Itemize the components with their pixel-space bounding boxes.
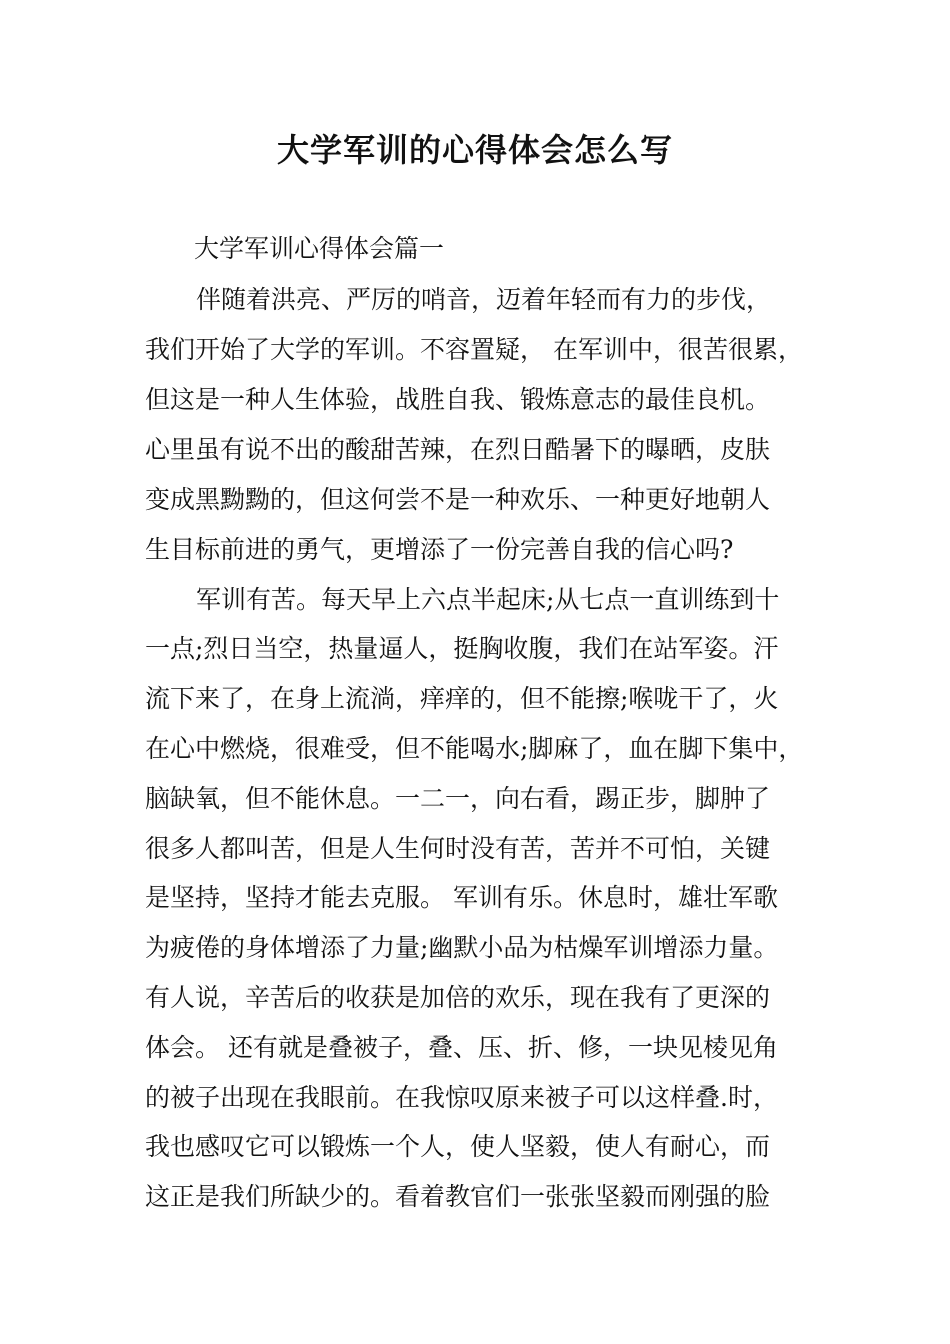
section-heading: 大学军训心得体会篇一	[194, 234, 445, 263]
paragraph-line: 为疲倦的身体增添了力量;幽默小品为枯燥军训增添力量。	[145, 933, 779, 962]
paragraph-line: 我们开始了大学的军训。不容置疑， 在军训中，很苦很累，	[145, 335, 803, 364]
paragraph-line: 的被子出现在我眼前。在我惊叹原来被子可以这样叠.时，	[145, 1083, 778, 1112]
paragraph-line: 心里虽有说不出的酸甜苦辣，在烈日酷暑下的曝晒，皮肤	[145, 435, 771, 464]
paragraph-line: 有人说，辛苦后的收获是加倍的欢乐，现在我有了更深的	[145, 983, 771, 1012]
paragraph-line: 我也感叹它可以锻炼一个人，使人坚毅，使人有耐心，而	[145, 1132, 771, 1161]
page-title: 大学军训的心得体会怎么写	[276, 131, 673, 169]
paragraph-line: 是坚持，坚持才能去克服。 军训有乐。休息时，雄壮军歌	[145, 883, 778, 912]
paragraph-line: 军训有苦。每天早上六点半起床;从七点一直训练到十	[196, 585, 780, 614]
paragraph-line: 脑缺氧，但不能休息。一二一，向右看，踢正步，脚肿了	[145, 784, 771, 813]
paragraph-line: 但这是一种人生体验，战胜自我、锻炼意志的最佳良机。	[145, 385, 771, 414]
paragraph-line: 伴随着洪亮、严厉的哨音，迈着年轻而有力的步伐，	[196, 285, 772, 314]
paragraph-line: 体会。 还有就是叠被子，叠、压、折、修，一块见棱见角	[145, 1033, 778, 1062]
paragraph-line: 生目标前进的勇气，更增添了一份完善自我的信心吗?	[145, 535, 734, 564]
paragraph-line: 变成黑黝黝的，但这何尝不是一种欢乐、一种更好地朝人	[145, 485, 771, 514]
paragraph-line: 这正是我们所缺少的。看着教官们一张张坚毅而刚强的脸	[145, 1182, 771, 1211]
paragraph-line: 在心中燃烧，很难受，但不能喝水;脚麻了，血在脚下集中，	[145, 734, 804, 763]
paragraph-line: 很多人都叫苦，但是人生何时没有苦，苦并不可怕，关键	[145, 834, 771, 863]
paragraph-line: 一点;烈日当空，热量逼人，挺胸收腹，我们在站军姿。汗	[145, 634, 779, 663]
paragraph-line: 流下来了，在身上流淌，痒痒的，但不能擦;喉咙干了，火	[145, 684, 779, 713]
